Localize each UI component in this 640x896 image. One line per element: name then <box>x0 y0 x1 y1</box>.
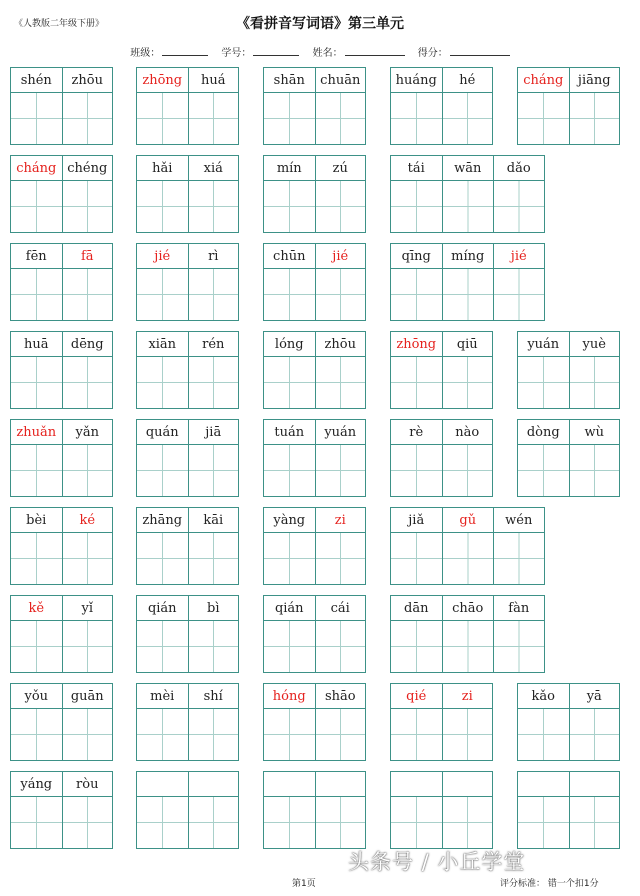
word-box <box>390 155 545 233</box>
writing-cell[interactable] <box>263 92 316 145</box>
writing-cell[interactable] <box>569 356 621 409</box>
pinyin-syllable: jié <box>493 243 545 269</box>
score-blank[interactable] <box>450 46 510 56</box>
pinyin-syllable: yuán <box>517 331 570 357</box>
word-box <box>390 683 493 761</box>
pinyin-syllable: shāo <box>315 683 367 709</box>
word-box <box>10 683 113 761</box>
writing-cell[interactable] <box>10 268 63 321</box>
pinyin-syllable: qián <box>263 595 316 621</box>
writing-cell[interactable] <box>569 796 621 849</box>
pinyin-syllable: dòng <box>517 419 570 445</box>
pinyin-syllable: zi <box>442 683 494 709</box>
writing-cell[interactable] <box>62 620 114 673</box>
word-box <box>263 507 366 585</box>
writing-cell[interactable] <box>517 708 570 761</box>
writing-cell[interactable] <box>62 268 114 321</box>
pinyin-syllable: huā <box>10 331 63 357</box>
writing-cell[interactable] <box>315 268 367 321</box>
writing-cell[interactable] <box>136 708 189 761</box>
word-box <box>136 67 239 145</box>
pinyin-syllable: zhōng <box>390 331 443 357</box>
writing-cell[interactable] <box>10 796 63 849</box>
number-blank[interactable] <box>253 46 299 56</box>
pinyin-syllable <box>569 771 621 797</box>
pinyin-syllable <box>188 771 240 797</box>
pinyin-syllable: tuán <box>263 419 316 445</box>
writing-cell[interactable] <box>136 444 189 497</box>
word-box <box>10 507 113 585</box>
word-box <box>517 419 620 497</box>
pinyin-syllable: chuān <box>315 67 367 93</box>
page-title: 《看拼音写词语》第三单元 <box>236 16 404 32</box>
word-box <box>517 67 620 145</box>
name-blank[interactable] <box>345 46 405 56</box>
pinyin-syllable: chūn <box>263 243 316 269</box>
writing-cell[interactable] <box>62 356 114 409</box>
pinyin-syllable: chāo <box>442 595 495 621</box>
writing-cell[interactable] <box>442 708 494 761</box>
pinyin-syllable: qīng <box>390 243 443 269</box>
pinyin-syllable: cháng <box>10 155 63 181</box>
word-box <box>136 595 239 673</box>
writing-cell[interactable] <box>315 180 367 233</box>
writing-cell[interactable] <box>188 444 240 497</box>
word-box <box>263 595 366 673</box>
pinyin-syllable: jiǎ <box>390 507 443 533</box>
pinyin-syllable: cái <box>315 595 367 621</box>
word-box <box>10 331 113 409</box>
writing-cell[interactable] <box>315 444 367 497</box>
pinyin-syllable: kǎo <box>517 683 570 709</box>
writing-cell[interactable] <box>263 180 316 233</box>
writing-cell[interactable] <box>517 444 570 497</box>
pinyin-syllable: bèi <box>10 507 63 533</box>
pinyin-syllable: zhōng <box>136 67 189 93</box>
word-box <box>263 419 366 497</box>
pinyin-syllable: yā <box>569 683 621 709</box>
writing-cell[interactable] <box>517 356 570 409</box>
word-box <box>10 595 113 673</box>
writing-cell[interactable] <box>442 620 495 673</box>
writing-cell[interactable] <box>263 356 316 409</box>
student-info-line <box>0 44 640 59</box>
pinyin-syllable: rè <box>390 419 443 445</box>
pinyin-syllable: yuè <box>569 331 621 357</box>
writing-cell[interactable] <box>390 532 443 585</box>
pinyin-syllable: zhuǎn <box>10 419 63 445</box>
writing-cell[interactable] <box>62 92 114 145</box>
pinyin-syllable: qián <box>136 595 189 621</box>
class-blank[interactable] <box>162 46 208 56</box>
pinyin-syllable: hóng <box>263 683 316 709</box>
page-number: 第1页 <box>292 879 316 889</box>
pinyin-syllable: kě <box>10 595 63 621</box>
writing-cell[interactable] <box>10 532 63 585</box>
writing-cell[interactable] <box>517 92 570 145</box>
word-box <box>263 771 366 849</box>
pinyin-syllable <box>136 771 189 797</box>
writing-cell[interactable] <box>442 796 494 849</box>
writing-cell[interactable] <box>10 92 63 145</box>
pinyin-syllable: rén <box>188 331 240 357</box>
writing-cell[interactable] <box>136 796 189 849</box>
pinyin-syllable: guān <box>62 683 114 709</box>
writing-cell[interactable] <box>493 268 545 321</box>
pinyin-syllable: jiā <box>188 419 240 445</box>
writing-cell[interactable] <box>442 92 494 145</box>
writing-cell[interactable] <box>62 708 114 761</box>
pinyin-syllable: bì <box>188 595 240 621</box>
pinyin-syllable: rì <box>188 243 240 269</box>
writing-cell[interactable] <box>390 796 443 849</box>
pinyin-syllable: dēng <box>62 331 114 357</box>
word-box <box>136 419 239 497</box>
writing-cell[interactable] <box>517 796 570 849</box>
word-box <box>517 683 620 761</box>
word-box <box>136 771 239 849</box>
number-label: 学号： <box>221 48 252 59</box>
word-box <box>517 771 620 849</box>
pinyin-syllable: ké <box>62 507 114 533</box>
writing-cell[interactable] <box>390 356 443 409</box>
writing-cell[interactable] <box>62 444 114 497</box>
pinyin-syllable: qiū <box>442 331 494 357</box>
writing-cell[interactable] <box>188 708 240 761</box>
word-box <box>390 331 493 409</box>
writing-cell[interactable] <box>10 620 63 673</box>
word-box <box>517 331 620 409</box>
word-box <box>136 683 239 761</box>
writing-cell[interactable] <box>442 180 495 233</box>
pinyin-syllable: kāi <box>188 507 240 533</box>
pinyin-syllable: yáng <box>10 771 63 797</box>
writing-cell[interactable] <box>569 92 621 145</box>
writing-cell[interactable] <box>315 356 367 409</box>
pinyin-syllable: mín <box>263 155 316 181</box>
word-box <box>390 507 545 585</box>
word-box <box>136 155 239 233</box>
pinyin-syllable: tái <box>390 155 443 181</box>
word-box <box>263 683 366 761</box>
word-box <box>390 595 545 673</box>
pinyin-syllable: fàn <box>493 595 545 621</box>
word-box <box>10 67 113 145</box>
pinyin-syllable: yǒu <box>10 683 63 709</box>
pinyin-syllable: shí <box>188 683 240 709</box>
writing-cell[interactable] <box>136 356 189 409</box>
pinyin-syllable: chéng <box>62 155 114 181</box>
writing-cell[interactable] <box>493 532 545 585</box>
writing-cell[interactable] <box>390 92 443 145</box>
writing-cell[interactable] <box>188 180 240 233</box>
pinyin-syllable: wén <box>493 507 545 533</box>
writing-cell[interactable] <box>263 444 316 497</box>
pinyin-syllable: míng <box>442 243 495 269</box>
pinyin-syllable: huá <box>188 67 240 93</box>
word-box <box>390 243 545 321</box>
class-label: 班级： <box>130 48 161 59</box>
writing-cell[interactable] <box>315 532 367 585</box>
pinyin-syllable: cháng <box>517 67 570 93</box>
pinyin-syllable: mèi <box>136 683 189 709</box>
word-box <box>10 243 113 321</box>
word-box <box>263 331 366 409</box>
writing-cell[interactable] <box>442 268 495 321</box>
score-label: 得分： <box>417 48 448 59</box>
writing-cell[interactable] <box>315 92 367 145</box>
writing-cell[interactable] <box>188 268 240 321</box>
writing-cell[interactable] <box>10 708 63 761</box>
pinyin-syllable: wù <box>569 419 621 445</box>
pinyin-syllable: xiá <box>188 155 240 181</box>
pinyin-syllable: hé <box>442 67 494 93</box>
pinyin-syllable: shén <box>10 67 63 93</box>
word-box <box>390 771 493 849</box>
writing-cell[interactable] <box>390 268 443 321</box>
writing-cell[interactable] <box>62 532 114 585</box>
pinyin-syllable: dǎo <box>493 155 545 181</box>
word-box <box>10 419 113 497</box>
writing-cell[interactable] <box>188 796 240 849</box>
writing-cell[interactable] <box>188 532 240 585</box>
word-box <box>263 67 366 145</box>
writing-cell[interactable] <box>10 356 63 409</box>
pinyin-syllable: gǔ <box>442 507 495 533</box>
pinyin-syllable: zi <box>315 507 367 533</box>
word-box <box>10 771 113 849</box>
writing-cell[interactable] <box>442 532 495 585</box>
word-box <box>390 67 493 145</box>
word-box <box>136 507 239 585</box>
word-box <box>10 155 113 233</box>
pinyin-syllable: yàng <box>263 507 316 533</box>
writing-cell[interactable] <box>390 620 443 673</box>
name-label: 姓名： <box>312 48 343 59</box>
writing-cell[interactable] <box>442 356 494 409</box>
pinyin-syllable: xiān <box>136 331 189 357</box>
pinyin-syllable <box>517 771 570 797</box>
word-box <box>263 243 366 321</box>
writing-cell[interactable] <box>442 444 494 497</box>
writing-cell[interactable] <box>136 180 189 233</box>
pinyin-syllable: huáng <box>390 67 443 93</box>
pinyin-syllable: jié <box>136 243 189 269</box>
pinyin-syllable: qié <box>390 683 443 709</box>
writing-cell[interactable] <box>263 796 316 849</box>
writing-cell[interactable] <box>315 620 367 673</box>
writing-cell[interactable] <box>10 180 63 233</box>
word-box <box>390 419 493 497</box>
writing-cell[interactable] <box>390 708 443 761</box>
watermark: 头条号 / 小丘学堂 <box>348 850 526 874</box>
pinyin-syllable: zú <box>315 155 367 181</box>
writing-cell[interactable] <box>493 620 545 673</box>
pinyin-syllable: nào <box>442 419 494 445</box>
pinyin-syllable: wān <box>442 155 495 181</box>
writing-cell[interactable] <box>263 620 316 673</box>
pinyin-syllable: zhōu <box>315 331 367 357</box>
writing-cell[interactable] <box>136 92 189 145</box>
writing-cell[interactable] <box>62 796 114 849</box>
writing-cell[interactable] <box>188 356 240 409</box>
pinyin-syllable: quán <box>136 419 189 445</box>
pinyin-syllable: hǎi <box>136 155 189 181</box>
pinyin-syllable: ròu <box>62 771 114 797</box>
pinyin-syllable <box>390 771 443 797</box>
pinyin-syllable: lóng <box>263 331 316 357</box>
pinyin-syllable: zhāng <box>136 507 189 533</box>
word-box <box>136 331 239 409</box>
scoring-rule: 评分标准： 错一个扣1分 <box>500 879 599 889</box>
pinyin-syllable: jiāng <box>569 67 621 93</box>
writing-cell[interactable] <box>493 180 545 233</box>
writing-cell[interactable] <box>10 444 63 497</box>
writing-cell[interactable] <box>315 708 367 761</box>
writing-cell[interactable] <box>188 92 240 145</box>
pinyin-syllable: dān <box>390 595 443 621</box>
pinyin-syllable: fā <box>62 243 114 269</box>
word-box <box>263 155 366 233</box>
pinyin-syllable: zhōu <box>62 67 114 93</box>
pinyin-syllable: jié <box>315 243 367 269</box>
writing-cell[interactable] <box>263 268 316 321</box>
writing-cell[interactable] <box>390 180 443 233</box>
pinyin-syllable: shān <box>263 67 316 93</box>
writing-cell[interactable] <box>569 708 621 761</box>
pinyin-syllable: fēn <box>10 243 63 269</box>
writing-cell[interactable] <box>263 708 316 761</box>
writing-cell[interactable] <box>569 444 621 497</box>
writing-cell[interactable] <box>188 620 240 673</box>
writing-cell[interactable] <box>62 180 114 233</box>
pinyin-syllable <box>315 771 367 797</box>
edition-label: 《人教版二年级下册》 <box>14 19 105 29</box>
word-box <box>136 243 239 321</box>
pinyin-syllable <box>263 771 316 797</box>
pinyin-syllable: yǎn <box>62 419 114 445</box>
pinyin-syllable: yuán <box>315 419 367 445</box>
writing-cell[interactable] <box>390 444 443 497</box>
writing-cell[interactable] <box>136 620 189 673</box>
writing-cell[interactable] <box>136 532 189 585</box>
pinyin-syllable <box>442 771 494 797</box>
writing-cell[interactable] <box>315 796 367 849</box>
writing-cell[interactable] <box>136 268 189 321</box>
writing-cell[interactable] <box>263 532 316 585</box>
pinyin-syllable: yǐ <box>62 595 114 621</box>
